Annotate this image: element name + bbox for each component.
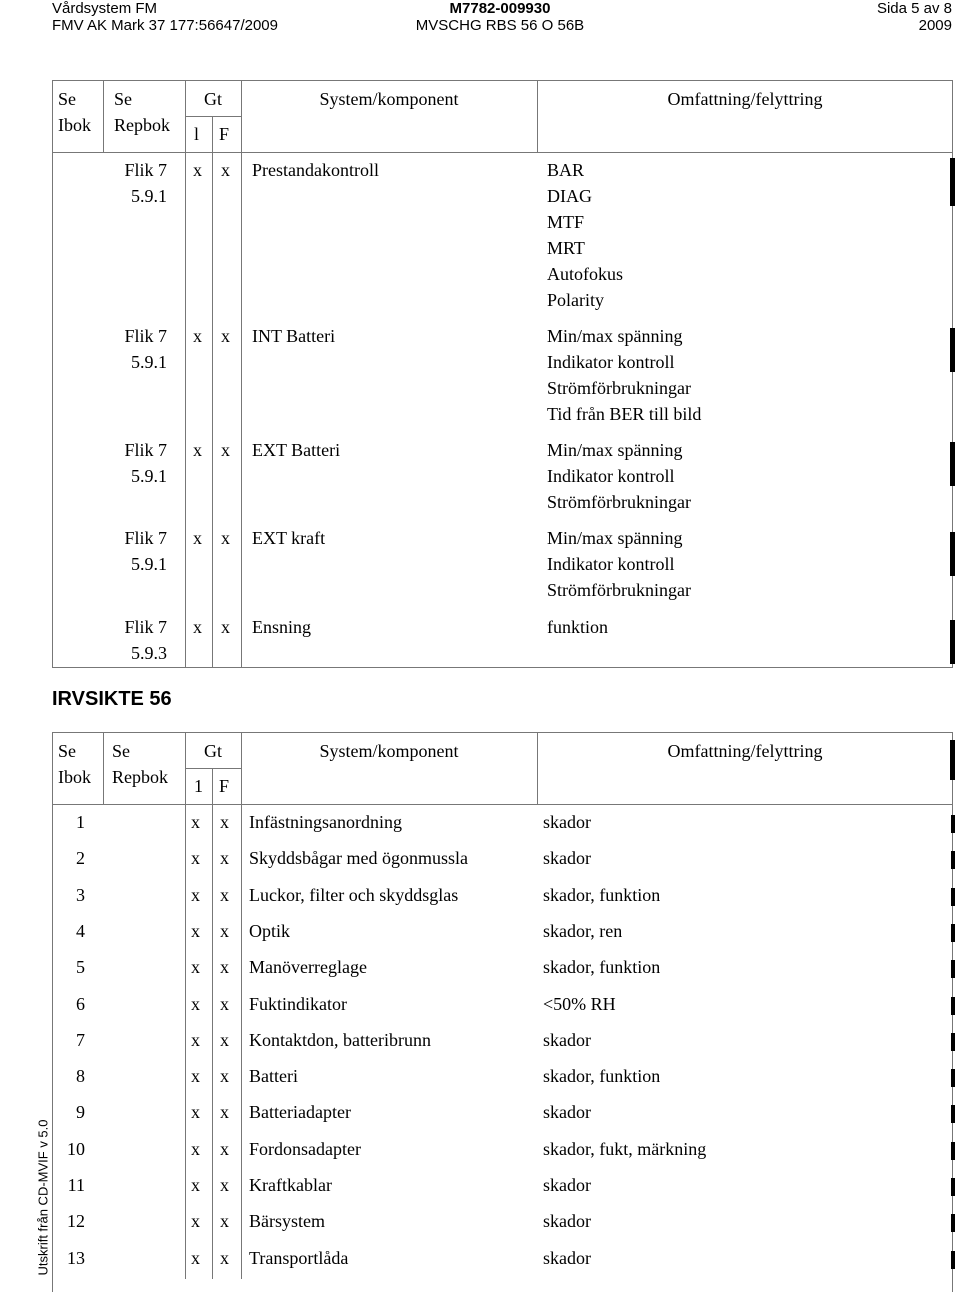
t1-omfattning-item: Indikator kontroll bbox=[547, 352, 675, 372]
t2-row-number: 11 bbox=[67, 1175, 85, 1195]
t2-omfattning: skador bbox=[543, 1175, 591, 1195]
t2-l-mark: x bbox=[191, 848, 200, 869]
t2-row-number: 3 bbox=[76, 884, 85, 905]
t2-f-mark: x bbox=[220, 1175, 229, 1195]
table1-col-divider bbox=[185, 80, 186, 668]
t1-l-mark: x bbox=[193, 160, 202, 180]
t2-f-mark: x bbox=[220, 957, 229, 978]
t2-row-number: 13 bbox=[67, 1247, 85, 1268]
header-right bbox=[877, 0, 952, 34]
t2-l-mark: x bbox=[191, 993, 200, 1014]
change-bar bbox=[950, 328, 955, 372]
table2-col-divider bbox=[103, 732, 104, 804]
t2-system: Transportlåda bbox=[249, 1247, 349, 1268]
table1-frame bbox=[52, 80, 953, 668]
table1-col-divider bbox=[103, 80, 104, 152]
t1-head-se-repbok bbox=[114, 86, 170, 138]
section-title: IRVSIKTE 56 bbox=[52, 688, 172, 710]
t2-head-gt: Gt bbox=[204, 741, 222, 761]
t1-head-se: Se bbox=[58, 89, 76, 109]
t1-head-system: System/komponent bbox=[319, 89, 459, 109]
change-bar bbox=[951, 1142, 955, 1160]
t1-omfattning-item: DIAG bbox=[547, 186, 592, 206]
t2-head-se-repbok bbox=[112, 738, 168, 790]
t2-f-mark: x bbox=[220, 884, 229, 905]
t2-head-f: F bbox=[219, 776, 230, 796]
table1-col-divider bbox=[212, 116, 213, 668]
t2-f-mark: x bbox=[220, 812, 229, 832]
t2-l-mark: x bbox=[191, 1102, 200, 1123]
t1-omfattning-item: Indikator kontroll bbox=[547, 554, 675, 574]
t1-system: EXT kraft bbox=[252, 528, 326, 548]
t1-omfattning-item: MRT bbox=[547, 238, 585, 258]
t2-head-se: Se bbox=[112, 741, 130, 761]
t2-head-system: System/komponent bbox=[319, 741, 459, 761]
table1-header-divider bbox=[52, 152, 953, 153]
t1-omfattning-item: funktion bbox=[547, 617, 608, 637]
header-system: Vårdsystem FM bbox=[52, 0, 158, 17]
t1-omfattning-item: Min/max spänning bbox=[547, 440, 683, 460]
t2-row-number: 10 bbox=[67, 1138, 85, 1159]
t2-omfattning: skador, fukt, märkning bbox=[543, 1138, 707, 1159]
t2-l-mark: x bbox=[191, 1066, 200, 1087]
t2-l-mark: x bbox=[191, 920, 200, 941]
t1-head-se-ibok bbox=[58, 86, 91, 138]
t2-system: Fuktindikator bbox=[249, 993, 347, 1014]
t2-l-mark: x bbox=[191, 812, 200, 832]
page-number: Sida 5 av 8 bbox=[876, 0, 952, 17]
t2-row-number: 5 bbox=[76, 957, 85, 978]
change-bar bbox=[951, 960, 955, 978]
t1-omfattning-item: Indikator kontroll bbox=[547, 466, 675, 486]
t2-row-number: 4 bbox=[76, 920, 85, 941]
t2-l-mark: x bbox=[191, 1138, 200, 1159]
t2-row-number: 2 bbox=[76, 848, 85, 869]
t1-f-mark: x bbox=[221, 617, 230, 637]
t2-row-number: 1 bbox=[76, 812, 85, 832]
change-bar bbox=[950, 740, 955, 780]
t2-l-mark: x bbox=[191, 1175, 200, 1195]
t1-ref-line1: Flik 7 bbox=[124, 326, 167, 346]
change-bar bbox=[951, 1214, 955, 1232]
t1-ref-line2: 5.9.1 bbox=[131, 186, 167, 206]
change-bar bbox=[951, 1069, 955, 1087]
t1-ref-line2: 5.9.1 bbox=[131, 554, 167, 574]
t1-omfattning-item: Strömförbrukningar bbox=[547, 580, 691, 600]
t1-ref-line2: 5.9.3 bbox=[131, 643, 167, 663]
t1-system: EXT Batteri bbox=[252, 440, 341, 460]
t2-f-mark: x bbox=[220, 1247, 229, 1268]
t1-system: Ensning bbox=[252, 617, 312, 637]
t2-head-repbok: Repbok bbox=[112, 767, 168, 787]
table2-col-divider bbox=[185, 732, 186, 1279]
t2-system: Fordonsadapter bbox=[249, 1138, 361, 1159]
t2-omfattning: skador bbox=[543, 1211, 591, 1232]
change-bar bbox=[951, 1033, 955, 1051]
change-bar bbox=[951, 924, 955, 942]
change-bar bbox=[951, 1178, 955, 1196]
t2-omfattning: skador, funktion bbox=[543, 1066, 661, 1087]
header-doc-ref: FMV AK Mark 37 177:56647/2009 bbox=[52, 17, 278, 34]
change-bar bbox=[950, 158, 955, 206]
t1-omfattning-item: Strömförbrukningar bbox=[547, 378, 691, 398]
t1-ref-line2: 5.9.1 bbox=[131, 466, 167, 486]
header-center bbox=[400, 0, 600, 34]
t2-system: Batteriadapter bbox=[249, 1102, 351, 1123]
t1-system: Prestandakontroll bbox=[252, 160, 379, 180]
t2-head-l: 1 bbox=[194, 776, 203, 796]
t1-ref-line2: 5.9.1 bbox=[131, 352, 167, 372]
t1-omfattning-item: Min/max spänning bbox=[547, 326, 683, 346]
table1-gt-divider bbox=[185, 116, 241, 117]
t2-head-omfattning: Omfattning/felyttring bbox=[667, 741, 823, 761]
change-bar bbox=[951, 888, 955, 906]
t1-head-f: F bbox=[219, 124, 230, 144]
t1-f-mark: x bbox=[221, 326, 230, 346]
t1-head-ibok: Ibok bbox=[58, 115, 91, 135]
t2-system: Optik bbox=[249, 920, 291, 941]
t1-system: INT Batteri bbox=[252, 326, 336, 346]
t1-omfattning-item: Min/max spänning bbox=[547, 528, 683, 548]
t1-omfattning-item: Autofokus bbox=[547, 264, 623, 284]
change-bar bbox=[951, 1251, 955, 1269]
t2-l-mark: x bbox=[191, 1211, 200, 1232]
t2-system: Luckor, filter och skyddsglas bbox=[249, 884, 459, 905]
t1-f-mark: x bbox=[221, 528, 230, 548]
t2-omfattning: skador bbox=[543, 848, 591, 869]
header-year: 2009 bbox=[918, 17, 952, 34]
t1-ref-line1: Flik 7 bbox=[124, 160, 167, 180]
t1-head-repbok: Repbok bbox=[114, 115, 170, 135]
t2-row-number: 7 bbox=[76, 1029, 85, 1050]
t2-omfattning: skador bbox=[543, 1247, 591, 1268]
t1-omfattning-item: Polarity bbox=[547, 290, 604, 310]
t1-l-mark: x bbox=[193, 440, 202, 460]
t2-f-mark: x bbox=[220, 1102, 229, 1123]
t1-l-mark: x bbox=[193, 326, 202, 346]
change-bar bbox=[950, 442, 955, 486]
table1-col-divider bbox=[241, 80, 242, 668]
t2-system: Bärsystem bbox=[249, 1211, 325, 1232]
change-bar bbox=[951, 815, 955, 833]
t2-f-mark: x bbox=[220, 848, 229, 869]
t2-f-mark: x bbox=[220, 920, 229, 941]
t1-head-omfattning: Omfattning/felyttring bbox=[667, 89, 823, 109]
t1-omfattning-item: MTF bbox=[547, 212, 585, 232]
t2-l-mark: x bbox=[191, 1247, 200, 1268]
t1-omfattning-item: Tid från BER till bild bbox=[547, 404, 702, 424]
t2-l-mark: x bbox=[191, 1029, 200, 1050]
t2-omfattning: skador, funktion bbox=[543, 884, 661, 905]
table2-col-divider bbox=[241, 732, 242, 1279]
t1-head-gt: Gt bbox=[204, 89, 222, 109]
t1-head-l: l bbox=[194, 124, 200, 144]
t2-system: Kraftkablar bbox=[249, 1175, 332, 1195]
change-bar bbox=[950, 620, 955, 664]
header-left bbox=[52, 0, 278, 34]
t2-system: Skyddsbågar med ögonmussla bbox=[249, 848, 468, 869]
t2-l-mark: x bbox=[191, 884, 200, 905]
header-doc-title: MVSCHG RBS 56 O 56B bbox=[415, 17, 585, 34]
table2-gt-divider bbox=[185, 768, 241, 769]
t1-ref-line1: Flik 7 bbox=[124, 617, 167, 637]
t1-ref-line1: Flik 7 bbox=[124, 440, 167, 460]
change-bar bbox=[951, 997, 955, 1015]
t2-row-number: 8 bbox=[76, 1066, 85, 1087]
t2-system: Infästningsanordning bbox=[249, 812, 402, 832]
t1-omfattning-item: Strömförbrukningar bbox=[547, 492, 691, 512]
t2-omfattning: skador bbox=[543, 1029, 591, 1050]
t1-l-mark: x bbox=[193, 617, 202, 637]
t2-system: Batteri bbox=[249, 1066, 298, 1087]
change-bar bbox=[950, 532, 955, 576]
t2-omfattning: skador, ren bbox=[543, 920, 623, 941]
t2-row-number: 12 bbox=[67, 1211, 85, 1232]
t2-omfattning: skador bbox=[543, 1102, 591, 1123]
t1-l-mark: x bbox=[193, 528, 202, 548]
change-bar bbox=[951, 851, 955, 869]
side-print-note: Utskrift från CD-MVIF v 5.0 bbox=[35, 1119, 51, 1276]
t2-head-se: Se bbox=[58, 741, 76, 761]
t2-system: Kontaktdon, batteribrunn bbox=[249, 1029, 431, 1050]
header-doc-number: M7782-009930 bbox=[449, 0, 551, 17]
t2-row-number: 6 bbox=[76, 993, 85, 1014]
t2-head-se-ibok bbox=[58, 738, 91, 790]
table2-frame bbox=[52, 732, 953, 1292]
t2-omfattning: skador bbox=[543, 812, 591, 832]
t2-f-mark: x bbox=[220, 1138, 229, 1159]
t1-omfattning-item: BAR bbox=[547, 160, 585, 180]
t2-l-mark: x bbox=[191, 957, 200, 978]
table2-col-divider bbox=[212, 768, 213, 1279]
t1-ref-line1: Flik 7 bbox=[124, 528, 167, 548]
t2-omfattning: skador, funktion bbox=[543, 957, 661, 978]
t2-omfattning: <50% RH bbox=[543, 993, 616, 1014]
t2-f-mark: x bbox=[220, 993, 229, 1014]
t1-head-se: Se bbox=[114, 89, 132, 109]
t1-f-mark: x bbox=[221, 160, 230, 180]
table2-header-divider bbox=[52, 804, 953, 805]
t2-row-number: 9 bbox=[76, 1102, 85, 1123]
t2-head-ibok: Ibok bbox=[58, 767, 91, 787]
t2-f-mark: x bbox=[220, 1029, 229, 1050]
t2-system: Manöverreglage bbox=[249, 957, 367, 978]
t2-f-mark: x bbox=[220, 1066, 229, 1087]
t2-f-mark: x bbox=[220, 1211, 229, 1232]
t1-f-mark: x bbox=[221, 440, 230, 460]
change-bar bbox=[951, 1105, 955, 1123]
